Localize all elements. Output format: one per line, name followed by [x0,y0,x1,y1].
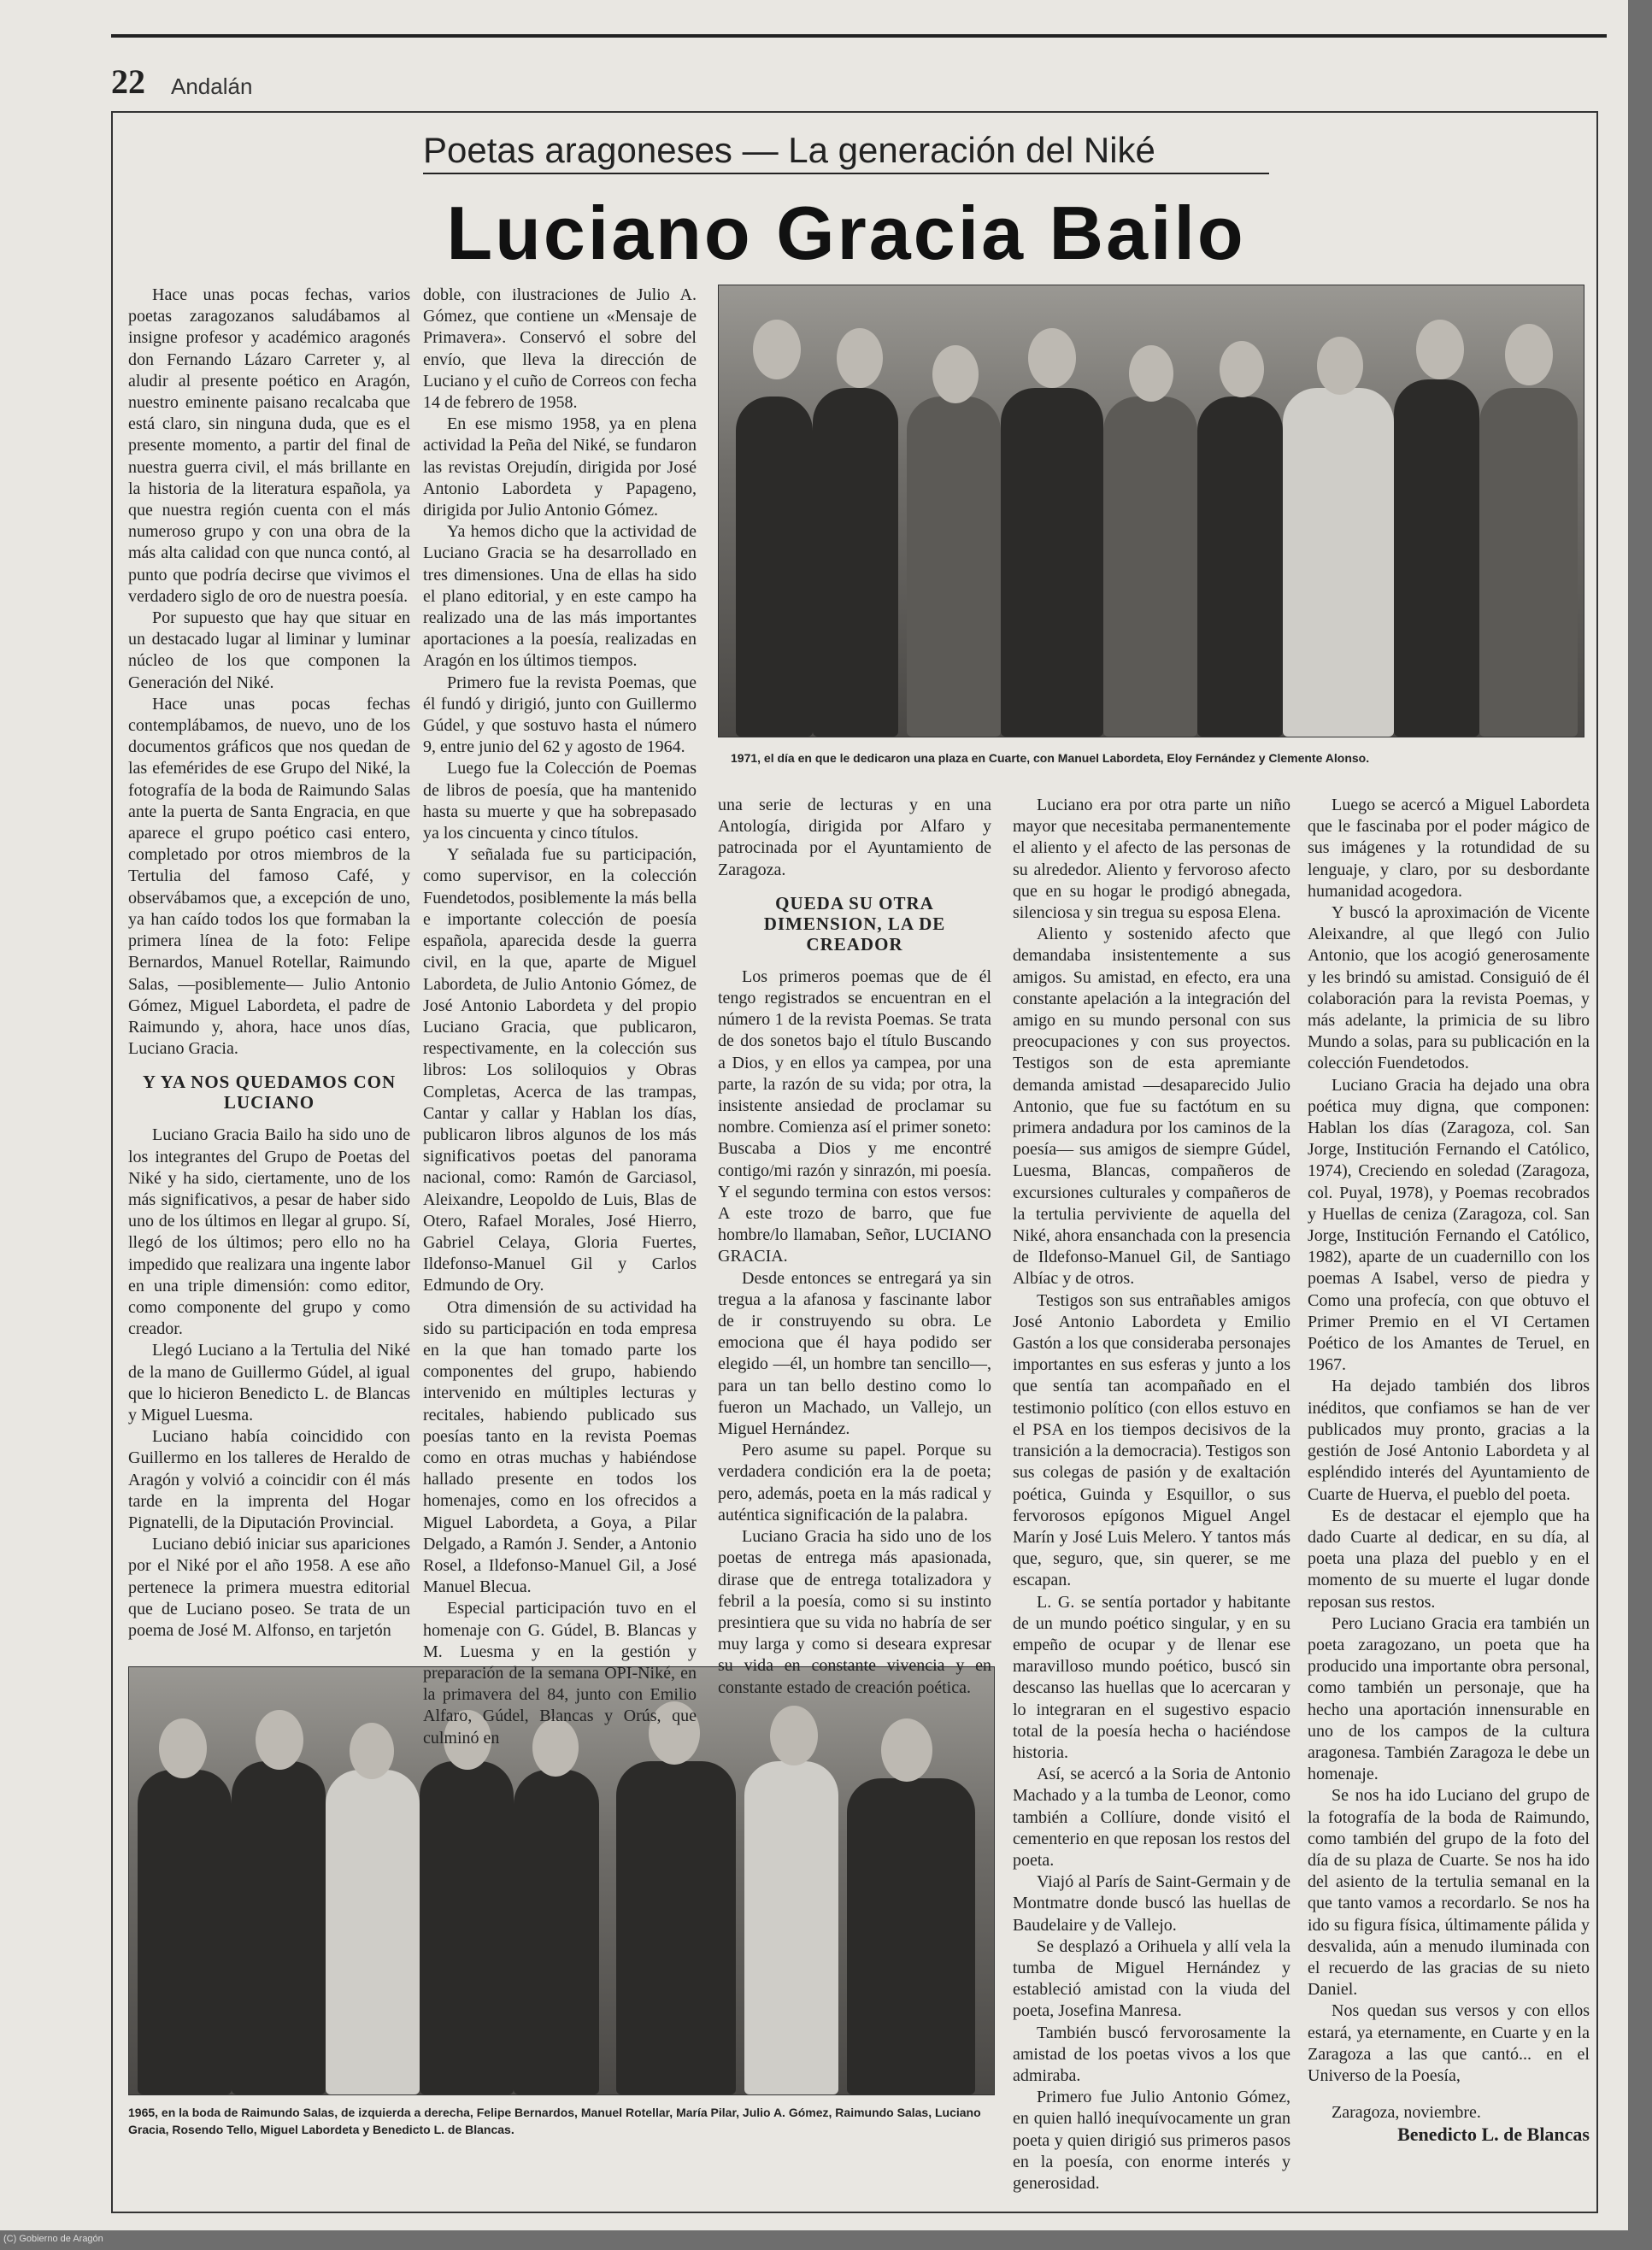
paragraph: Luego fue la Colección de Poemas de libros de poesía, que ha mantenido hasta su muerte y que ha sobrepasado ya los cincuenta y cinco títulos. [423,759,697,843]
paragraph: Hace unas pocas fechas contemplábamos, de nuevo, uno de los documentos gráficos que nos quedan de las efemérides de ese Grupo del Niké, la fotografía de la boda de Raimundo Salas ante la puerta de Santa Engracia, en que aparece el grupo poético casi entero, completado por otros miembros de la Tertulia del famoso Café, y observábamos que, a excepción de uno, ya han caído todos los que formaban la primera línea de la foto: Felipe Bernardos, Manuel Rotellar, Raimundo Salas, —posiblemente— Julio Antonio Gómez, Miguel Labordeta, el padre de Raimundo y, ahora, hace unos días, Luciano Gracia. [128,694,410,1059]
paragraph: Otra dimensión de su actividad ha sido su participación en toda empresa en la que han tomado parte los componentes del grupo, habiendo intervenido en múltiples lecturas y recitales, habiendo publicado sus poesías tanto en la revista Poemas como en otras muchas y habiéndose hallado presente en todos los homenajes, como en los ofrecidos a Miguel Labordeta, a Goya, a Pilar Delgado, a Ramón J. Sender, a Antonio Rosel, a Ildefonso-Manuel Gil, a José Manuel Blecua. [423,1297,697,1597]
subheading: Y YA NOS QUEDAMOS CON LUCIANO [142,1072,397,1113]
paragraph: Desde entonces se entregará ya sin tregua a la afanosa y fascinante labor de ir construyendo su obra. Le emociona que él haya podido ser elegido —él, un hombre tan sencillo—, para un tan bello destino como lo fueron un Machado, un Vallejo, un Miguel Hernández. [718,1268,991,1439]
paragraph: Pero Luciano Gracia era también un poeta zaragozano, un poeta que ha producido una importante obra personal, como también un personaje, que ha hecho una aportación innensurable en uno de los campos de la cultura aragonesa. También Zaragoza le debe un homenaje. [1308,1613,1590,1784]
photo-cuarte-1971 [718,285,1584,737]
subheading: QUEDA SU OTRA DIMENSION, LA DE CREADOR [763,892,946,955]
paragraph: Y buscó la aproximación de Vicente Aleixandre, al que llegó con Julio Antonio, que los acogió generosamente y les brindó su amistad. Consiguió de él colaboración para la revista Poemas, y más adelante, la primicia de su libro Mundo a solas, para su publicación en la colección Fuendetodos. [1308,903,1590,1073]
photo-top-caption: 1971, el día en que le dedicaron una plaza en Cuarte, con Manuel Labordeta, Eloy Fernández y Clemente Alonso. [731,751,1370,765]
paragraph: Y señalada fue su participación, como supervisor, en la colección Fuendetodos, posiblemente la más bella e importante colección de poesía española, aparecida desde la guerra civil, en la que, aparte de Miguel Labordeta, de Julio Antonio Gómez, de José Antonio Labordeta y del propio Luciano Gracia, que publicaron, respectivamente, en la colección sus libros: Los soliloquios y Obras Completas, Acerca de las trampas, Cantar y callar y Hablan los días, publicaron libros algunos de los más significativos poetas del panorama nacional, como: Ramón de Garciasol, Aleixandre, Leopoldo de Luis, Blas de Otero, Rafael Morales, José Hierro, Gabriel Celaya, Gloria Fuertes, Ildefonso-Manuel Gil y Carlos Edmundo de Ory. [423,845,697,1295]
page-number: 22 [111,62,145,101]
paragraph: Luciano Gracia ha sido uno de los poetas de entrega más apasionada, dirase que de entrega totalizadora y febril a la poesía, como si su instinto presintiera que su vida no habría de ser muy larga y como si deseara expresar su vida en constante vivencia y en constante estado de creación poética. [718,1527,991,1697]
paragraph: doble, con ilustraciones de Julio A. Gómez, que contiene un «Mensaje de Primavera». Conservó el sobre del envío, que lleva la dirección de Luciano y el cuño de Correos con fecha 14 de febrero de 1958. [423,285,697,413]
article-column-2 [423,285,697,1749]
publication-name: Andalán [171,73,253,99]
paragraph: Se desplazó a Orihuela y allí vela la tumba de Miguel Hernández y estableció amistad con la viuda del poeta, Josefina Manresa. [1013,1936,1290,2021]
paragraph: una serie de lecturas y en una Antología, dirigida por Alfaro y patrocinada por el Ayuntamiento de Zaragoza. [718,796,991,879]
image-credit: (C) Gobierno de Aragón [3,2234,103,2244]
article-title: Luciano Gracia Bailo [446,191,1246,275]
paragraph: Hace unas pocas fechas, varios poetas zaragozanos saludábamos al insigne profesor y académico aragonés don Fernando Lázaro Carreter y, al aludir al presente poético en Aragón, nuestro eminente paisano recalcaba que está claro, sin ninguna duda, que es el presente momento, a partir del final de nuestra guerra civil, el más brillante en la historia de la literatura española, ya que nuestra región cuenta con el más numeroso grupo y con una obra de la más alta calidad con que nunca contó, al punto que podría decirse que vivimos el verdadero siglo de oro de nuestra poesía. [128,285,410,606]
paragraph: Luciano Gracia ha dejado una obra poética muy digna, que componen: Hablan los días (Zaragoza, col. San Jorge, Institución Fernando el Católico, 1974), Creciendo en soledad (Zaragoza, col. Puyal, 1978), y Poemas recobrados y Huellas de ceniza (Zaragoza, col. San Jorge, Institución Fernando el Católico, 1982), aparte de un cuadernillo con los poemas A Isabel, verso de piedra y Como una profecía, con que obtuvo el Primer Premio en el VI Certamen Poético de los Amantes de Teruel, en 1967. [1308,1075,1590,1375]
paragraph: Testigos son sus entrañables amigos José Antonio Labordeta y Emilio Gastón a los que consideraba personajes importantes en sus esferas y junto a los que sentía tan acompañado en el testimonio político (con ellos estuvo en el PSA en los tiempos decisivos de la transición a la democracia). Testigos son sus colegas de pasión y de exaltación poética, Guinda y Esquillor, o sus fervorosos epígonos Miguel Angel Marín y José Luis Melero. Y tantos más que, seguro, que, sin querer, se me escapan. [1013,1290,1290,1590]
paragraph: Pero asume su papel. Porque su verdadera condición era la de poeta; pero, además, poeta en la más radical y auténtica significación de la palabra. [718,1441,991,1524]
paragraph: Ha dejado también dos libros inéditos, que confiamos se han de ver publicados muy pronto, gracias a la gestión de José Antonio Labordeta y al espléndido interés del Ayuntamiento de Cuarte de Huerva, el pueblo del poeta. [1308,1377,1590,1504]
paragraph: Llegó Luciano a la Tertulia del Niké de la mano de Guillermo Gúdel, al igual que lo hicieron Benedicto L. de Blancas y Miguel Luesma. [128,1341,410,1425]
paragraph: Aliento y sostenido afecto que demandaba insistentemente a sus amigos. Su amistad, en efecto, era una constante apelación a la integración del amigo en su mundo personal con sus preocupaciones y con sus proyectos. Testigos son de esta apremiante demanda amistad —desaparecido Julio Antonio, que fue su factótum en su primera andadura por los caminos de la poesía— sus amigos de siempre Gúdel, Luesma, Blancas, compañeros de excursiones culturales y compañeros de la tertulia perviviente de aquella del Niké, ahora ensanchada con la presencia de Ildefonso-Manuel Gil, de Santiago Albíac y de otros. [1013,925,1290,1289]
paragraph: Viajó al París de Saint-Germain y de Montmatre donde buscó las huellas de Baudelaire y de Vallejo. [1013,1872,1290,1935]
paragraph: Se nos ha ido Luciano del grupo de la fotografía de la boda de Raimundo, como también del grupo de la foto del día de su plaza de Cuarte. Se nos ha ido del asiento de la tertulia semanal en la que tanto vamos a recordarlo. Se nos ha ido su figura física, últimamente pálida y desvalida, aún a menudo iluminada con el recuerdo de las gracias de su nieto Daniel. [1308,1786,1590,2000]
paragraph: Así, se acercó a la Soria de Antonio Machado y a la tumba de Leonor, como también a Collíure, donde visitó el cementerio en que reposan los restos del poeta. [1013,1765,1290,1870]
article-kicker: Poetas aragoneses — La generación del Niké [423,130,1269,174]
article-column-1 [128,285,410,1642]
paragraph: En ese mismo 1958, ya en plena actividad la Peña del Niké, se fundaron las revistas Orejudín, dirigida por José Antonio Labordeta y Papageno, dirigida por Julio Antonio Gómez. [423,414,697,520]
paragraph: Primero fue Julio Antonio Gómez, en quien halló inequívocamente un gran poeta y quien dirigió sus primeros pasos en la poesía, con enorme interés y generosidad. [1013,2088,1290,2193]
article-column-4 [1013,795,1290,2194]
paragraph: Ya hemos dicho que la actividad de Luciano Gracia se ha desarrollado en tres dimensiones. Una de ellas ha sido el plano editorial, y en este campo ha realizado una de las más importantes aportaciones a la poesía, realizadas en Aragón en los últimos tiempos. [423,522,697,671]
paragraph: L. G. se sentía portador y habitante de un mundo poético singular, y en su empeño de ocupar y de llenar ese maravilloso mundo poético, buscó sin descanso las huellas que lo acercaran y lo integraran en el sugestivo espacio total de la poesía hecha o haciéndose historia. [1013,1592,1290,1762]
paragraph: Luciano Gracia Bailo ha sido uno de los integrantes del Grupo de Poetas del Niké y ha sido, ciertamente, uno de los más significativos, a pesar de haber sido uno de los últimos en llegar al grupo. Sí, llegó de los últimos; pero ello no ha impedido que realizara una ingente labor en una triple dimensión: como editor, como componente del grupo y como creador. [128,1125,410,1339]
paragraph: Luego se acercó a Miguel Labordeta que le fascinaba por el poder mágico de sus imágenes y la rotundidad de su lenguaje, y claro, por su desbordante humanidad acogedora. [1308,796,1590,901]
photo-bottom-caption: 1965, en la boda de Raimundo Salas, de izquierda a derecha, Felipe Bernardos, Manuel Rotellar, María Pilar, Julio A. Gómez, Raimundo Salas, Luciano Gracia, Rosendo Tello, Miguel Labordeta y Benedicto L. de Blancas. [128,2106,981,2136]
top-rule [111,34,1607,38]
article-column-3 [718,795,991,1699]
paragraph: Es de destacar el ejemplo que ha dado Cuarte al dedicar, en su día, al poeta una plaza del pueblo y en el momento de su muerte el lugar donde reposan sus restos. [1308,1506,1590,1612]
author-signature: Benedicto L. de Blancas [1397,2124,1590,2146]
paragraph: Primero fue la revista Poemas, que él fundó y dirigió, junto con Guillermo Gúdel, y que sostuvo hasta el número 9, entre junio del 62 y agosto de 1964. [423,673,697,757]
paragraph: Luciano había coincidido con Guillermo en los talleres de Heraldo de Aragón y volvió a coincidir con él más tarde en la imprenta del Hogar Pignatelli, de la Diputación Provincial. [128,1427,410,1532]
paragraph: Los primeros poemas que de él tengo registrados se encuentran en el número 1 de la revista Poemas. Se trata de dos sonetos bajo el título Buscando a Dios, y en ellos ya campea, por una parte, la razón de su vida; por otra, la insistente ansiedad de proclamar su nombre. Comienza así el primer soneto: Buscaba a Dios y me encontré contigo/mi razón y sinrazón, mi poesía. Y el segundo termina con estos versos: A este trozo de barro, que fue hombre/lo llamaban, Señor, LUCIANO GRACIA. [718,966,991,1266]
paragraph: También buscó fervorosamente la amistad de los poetas vivos a los que admiraba. [1013,2023,1290,2085]
article-column-5 [1308,795,1590,2146]
paragraph: Luciano era por otra parte un niño mayor que necesitaba permanentemente el aliento y el afecto de las personas de su alrededor. Aliento y fervoroso afecto que en su hogar le prodigó abnegada, silenciosa y sin tregua su esposa Elena. [1013,796,1290,923]
dateline: Zaragoza, noviembre. [1332,2103,1481,2123]
paragraph: Nos quedan sus versos y con ellos estará, ya eternamente, en Cuarte y en la Zaragoza a las que cantó... en el Universo de la Poesía, [1308,2001,1590,2085]
paragraph: Luciano debió iniciar sus apariciones por el Niké por el año 1958. A ese año pertenece la primera muestra editorial que de Luciano poseo. Se trata de un poema de José M. Alfonso, en tarjetón [128,1535,410,1640]
paragraph: Por supuesto que hay que situar en un destacado lugar al liminar y luminar núcleo de los que componen la Generación del Niké. [128,608,410,692]
paragraph: Especial participación tuvo en el homenaje con G. Gúdel, B. Blancas y M. Luesma y en la gestión y preparación de la semana OPI-Niké, en la primavera del 84, junto con Emilio Alfaro, Gúdel, Blancas y Orús, que culminó en [423,1599,697,1748]
